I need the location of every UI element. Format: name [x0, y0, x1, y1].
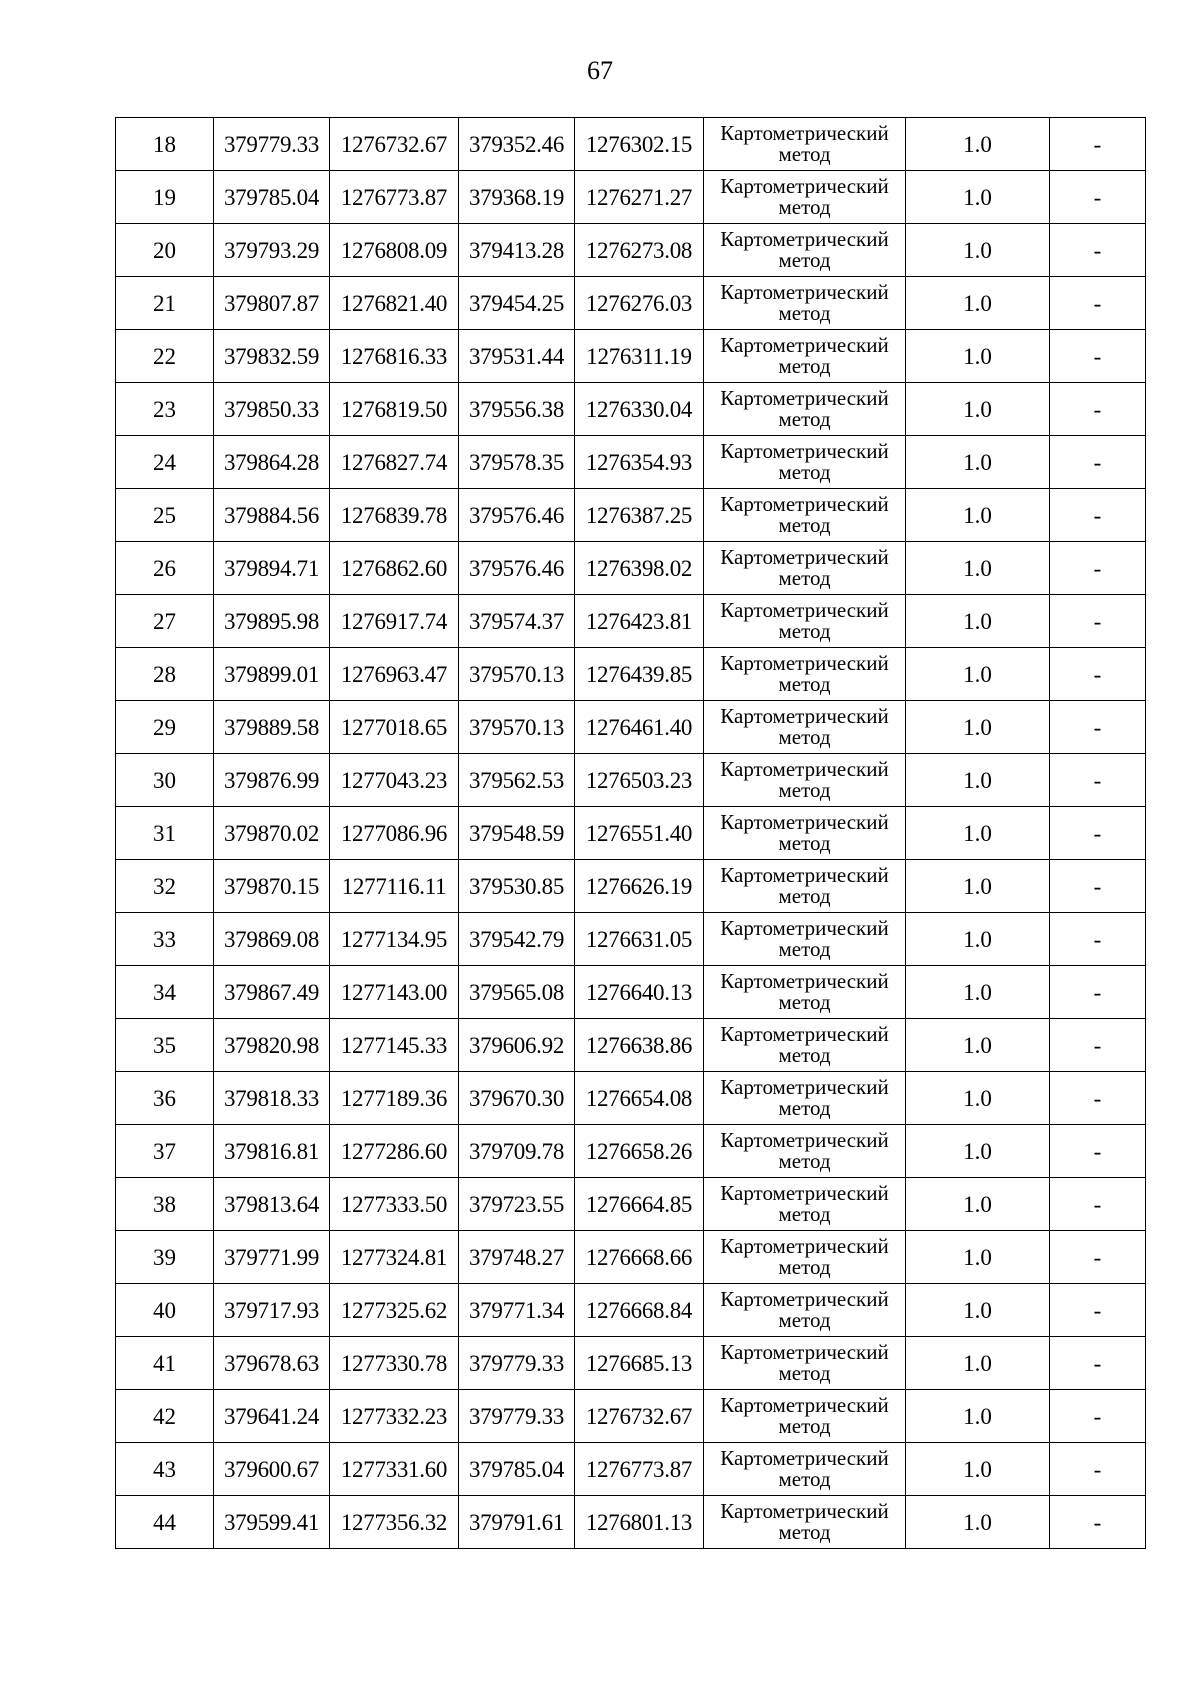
table-row [116, 966, 1146, 1019]
accuracy-cell: 1.0 [906, 383, 1050, 436]
table-row [116, 224, 1146, 277]
y-coordinate-cell: 1277325.62 [330, 1284, 459, 1337]
method-cell [704, 277, 906, 330]
method-label: Картометрический метод [720, 1022, 889, 1067]
method-cell [704, 436, 906, 489]
method-label: Картометрический метод [720, 280, 889, 325]
point-number-cell: 33 [116, 913, 214, 966]
x-coordinate-cell: 379820.98 [214, 1019, 330, 1072]
method-label: Картометрический метод [720, 651, 889, 696]
method-cell [704, 542, 906, 595]
note-cell: - [1050, 1443, 1146, 1496]
x-coordinate-cell: 379807.87 [214, 277, 330, 330]
table-row [116, 489, 1146, 542]
y-coordinate-cell: 1277324.81 [330, 1231, 459, 1284]
table-row [116, 1443, 1146, 1496]
note-cell: - [1050, 1390, 1146, 1443]
method-cell [704, 860, 906, 913]
method-cell [704, 224, 906, 277]
accuracy-cell: 1.0 [906, 1496, 1050, 1549]
method-cell [704, 754, 906, 807]
accuracy-cell: 1.0 [906, 1125, 1050, 1178]
x2-coordinate-cell: 379606.92 [459, 1019, 575, 1072]
y2-coordinate-cell: 1276551.40 [575, 807, 704, 860]
y2-coordinate-cell: 1276626.19 [575, 860, 704, 913]
y-coordinate-cell: 1277143.00 [330, 966, 459, 1019]
accuracy-cell: 1.0 [906, 807, 1050, 860]
method-label: Картометрический метод [720, 757, 889, 802]
note-cell: - [1050, 1231, 1146, 1284]
method-label: Картометрический метод [720, 1499, 889, 1544]
point-number-cell: 38 [116, 1178, 214, 1231]
y-coordinate-cell: 1276821.40 [330, 277, 459, 330]
x2-coordinate-cell: 379548.59 [459, 807, 575, 860]
y2-coordinate-cell: 1276654.08 [575, 1072, 704, 1125]
x-coordinate-cell: 379876.99 [214, 754, 330, 807]
y2-coordinate-cell: 1276685.13 [575, 1337, 704, 1390]
y2-coordinate-cell: 1276354.93 [575, 436, 704, 489]
table-row [116, 171, 1146, 224]
y-coordinate-cell: 1276862.60 [330, 542, 459, 595]
y-coordinate-cell: 1277189.36 [330, 1072, 459, 1125]
accuracy-cell: 1.0 [906, 118, 1050, 171]
point-number-cell: 32 [116, 860, 214, 913]
y2-coordinate-cell: 1276638.86 [575, 1019, 704, 1072]
method-label: Картометрический метод [720, 121, 889, 166]
y2-coordinate-cell: 1276503.23 [575, 754, 704, 807]
note-cell: - [1050, 383, 1146, 436]
table-row [116, 913, 1146, 966]
y-coordinate-cell: 1277116.11 [330, 860, 459, 913]
accuracy-cell: 1.0 [906, 277, 1050, 330]
x2-coordinate-cell: 379570.13 [459, 648, 575, 701]
y-coordinate-cell: 1277333.50 [330, 1178, 459, 1231]
method-cell [704, 1496, 906, 1549]
x-coordinate-cell: 379870.02 [214, 807, 330, 860]
point-number-cell: 42 [116, 1390, 214, 1443]
y2-coordinate-cell: 1276276.03 [575, 277, 704, 330]
method-label: Картометрический метод [720, 1181, 889, 1226]
table-row [116, 595, 1146, 648]
point-number-cell: 29 [116, 701, 214, 754]
x2-coordinate-cell: 379352.46 [459, 118, 575, 171]
table-row [116, 1125, 1146, 1178]
y-coordinate-cell: 1277356.32 [330, 1496, 459, 1549]
page-number: 67 [587, 56, 613, 85]
y2-coordinate-cell: 1276273.08 [575, 224, 704, 277]
accuracy-cell: 1.0 [906, 966, 1050, 1019]
y2-coordinate-cell: 1276801.13 [575, 1496, 704, 1549]
table-row [116, 860, 1146, 913]
table-row [116, 1019, 1146, 1072]
note-cell: - [1050, 1125, 1146, 1178]
point-number-cell: 41 [116, 1337, 214, 1390]
method-cell [704, 1019, 906, 1072]
y-coordinate-cell: 1277332.23 [330, 1390, 459, 1443]
accuracy-cell: 1.0 [906, 1443, 1050, 1496]
x-coordinate-cell: 379889.58 [214, 701, 330, 754]
point-number-cell: 22 [116, 330, 214, 383]
point-number-cell: 18 [116, 118, 214, 171]
y2-coordinate-cell: 1276387.25 [575, 489, 704, 542]
accuracy-cell: 1.0 [906, 1178, 1050, 1231]
x-coordinate-cell: 379870.15 [214, 860, 330, 913]
x2-coordinate-cell: 379531.44 [459, 330, 575, 383]
x-coordinate-cell: 379779.33 [214, 118, 330, 171]
method-label: Картометрический метод [720, 1075, 889, 1120]
y2-coordinate-cell: 1276664.85 [575, 1178, 704, 1231]
x-coordinate-cell: 379864.28 [214, 436, 330, 489]
x-coordinate-cell: 379832.59 [214, 330, 330, 383]
method-cell [704, 1072, 906, 1125]
table-row [116, 1337, 1146, 1390]
accuracy-cell: 1.0 [906, 1390, 1050, 1443]
x2-coordinate-cell: 379454.25 [459, 277, 575, 330]
method-label: Картометрический метод [720, 439, 889, 484]
note-cell: - [1050, 1284, 1146, 1337]
y-coordinate-cell: 1276827.74 [330, 436, 459, 489]
method-label: Картометрический метод [720, 492, 889, 537]
y-coordinate-cell: 1277331.60 [330, 1443, 459, 1496]
accuracy-cell: 1.0 [906, 171, 1050, 224]
x-coordinate-cell: 379895.98 [214, 595, 330, 648]
accuracy-cell: 1.0 [906, 489, 1050, 542]
note-cell: - [1050, 436, 1146, 489]
x-coordinate-cell: 379869.08 [214, 913, 330, 966]
note-cell: - [1050, 648, 1146, 701]
method-label: Картометрический метод [720, 704, 889, 749]
note-cell: - [1050, 1496, 1146, 1549]
method-cell [704, 1178, 906, 1231]
y2-coordinate-cell: 1276330.04 [575, 383, 704, 436]
method-cell [704, 1443, 906, 1496]
x2-coordinate-cell: 379530.85 [459, 860, 575, 913]
accuracy-cell: 1.0 [906, 436, 1050, 489]
accuracy-cell: 1.0 [906, 648, 1050, 701]
y2-coordinate-cell: 1276439.85 [575, 648, 704, 701]
point-number-cell: 25 [116, 489, 214, 542]
x-coordinate-cell: 379899.01 [214, 648, 330, 701]
method-cell [704, 171, 906, 224]
note-cell: - [1050, 966, 1146, 1019]
y2-coordinate-cell: 1276302.15 [575, 118, 704, 171]
x-coordinate-cell: 379884.56 [214, 489, 330, 542]
method-cell [704, 648, 906, 701]
note-cell: - [1050, 489, 1146, 542]
table-row [116, 1178, 1146, 1231]
method-label: Картометрический метод [720, 333, 889, 378]
accuracy-cell: 1.0 [906, 1019, 1050, 1072]
accuracy-cell: 1.0 [906, 224, 1050, 277]
note-cell: - [1050, 1019, 1146, 1072]
point-number-cell: 21 [116, 277, 214, 330]
x-coordinate-cell: 379717.93 [214, 1284, 330, 1337]
x2-coordinate-cell: 379413.28 [459, 224, 575, 277]
y-coordinate-cell: 1277018.65 [330, 701, 459, 754]
table-row [116, 277, 1146, 330]
y-coordinate-cell: 1276808.09 [330, 224, 459, 277]
table-row [116, 701, 1146, 754]
note-cell: - [1050, 224, 1146, 277]
x-coordinate-cell: 379850.33 [214, 383, 330, 436]
accuracy-cell: 1.0 [906, 595, 1050, 648]
method-label: Картометрический метод [720, 1446, 889, 1491]
method-cell [704, 330, 906, 383]
point-number-cell: 39 [116, 1231, 214, 1284]
table-row [116, 436, 1146, 489]
x-coordinate-cell: 379816.81 [214, 1125, 330, 1178]
accuracy-cell: 1.0 [906, 542, 1050, 595]
y-coordinate-cell: 1276963.47 [330, 648, 459, 701]
point-number-cell: 27 [116, 595, 214, 648]
y-coordinate-cell: 1277330.78 [330, 1337, 459, 1390]
method-cell [704, 913, 906, 966]
note-cell: - [1050, 542, 1146, 595]
accuracy-cell: 1.0 [906, 860, 1050, 913]
note-cell: - [1050, 860, 1146, 913]
method-cell [704, 966, 906, 1019]
method-label: Картометрический метод [720, 1128, 889, 1173]
method-label: Картометрический метод [720, 227, 889, 272]
method-cell [704, 1337, 906, 1390]
y-coordinate-cell: 1277134.95 [330, 913, 459, 966]
y-coordinate-cell: 1276816.33 [330, 330, 459, 383]
method-label: Картометрический метод [720, 598, 889, 643]
point-number-cell: 44 [116, 1496, 214, 1549]
x2-coordinate-cell: 379779.33 [459, 1337, 575, 1390]
note-cell: - [1050, 913, 1146, 966]
x2-coordinate-cell: 379542.79 [459, 913, 575, 966]
method-cell [704, 118, 906, 171]
x2-coordinate-cell: 379779.33 [459, 1390, 575, 1443]
y2-coordinate-cell: 1276668.66 [575, 1231, 704, 1284]
accuracy-cell: 1.0 [906, 1284, 1050, 1337]
note-cell: - [1050, 330, 1146, 383]
x2-coordinate-cell: 379670.30 [459, 1072, 575, 1125]
point-number-cell: 26 [116, 542, 214, 595]
x2-coordinate-cell: 379562.53 [459, 754, 575, 807]
x-coordinate-cell: 379793.29 [214, 224, 330, 277]
x2-coordinate-cell: 379709.78 [459, 1125, 575, 1178]
accuracy-cell: 1.0 [906, 1072, 1050, 1125]
x2-coordinate-cell: 379748.27 [459, 1231, 575, 1284]
method-label: Картометрический метод [720, 1393, 889, 1438]
note-cell: - [1050, 1337, 1146, 1390]
x2-coordinate-cell: 379576.46 [459, 542, 575, 595]
x-coordinate-cell: 379785.04 [214, 171, 330, 224]
table-row [116, 1390, 1146, 1443]
x-coordinate-cell: 379894.71 [214, 542, 330, 595]
point-number-cell: 37 [116, 1125, 214, 1178]
x2-coordinate-cell: 379576.46 [459, 489, 575, 542]
note-cell: - [1050, 595, 1146, 648]
table-row [116, 330, 1146, 383]
x-coordinate-cell: 379771.99 [214, 1231, 330, 1284]
method-cell [704, 1284, 906, 1337]
y-coordinate-cell: 1276732.67 [330, 118, 459, 171]
x2-coordinate-cell: 379578.35 [459, 436, 575, 489]
coordinates-table [115, 117, 1146, 1549]
y2-coordinate-cell: 1276658.26 [575, 1125, 704, 1178]
method-cell [704, 701, 906, 754]
method-label: Картометрический метод [720, 1287, 889, 1332]
point-number-cell: 36 [116, 1072, 214, 1125]
table-body [116, 118, 1146, 1549]
accuracy-cell: 1.0 [906, 701, 1050, 754]
accuracy-cell: 1.0 [906, 913, 1050, 966]
x-coordinate-cell: 379678.63 [214, 1337, 330, 1390]
table-row [116, 1072, 1146, 1125]
x2-coordinate-cell: 379570.13 [459, 701, 575, 754]
x-coordinate-cell: 379813.64 [214, 1178, 330, 1231]
x-coordinate-cell: 379867.49 [214, 966, 330, 1019]
method-cell [704, 1390, 906, 1443]
point-number-cell: 20 [116, 224, 214, 277]
y2-coordinate-cell: 1276461.40 [575, 701, 704, 754]
point-number-cell: 23 [116, 383, 214, 436]
y2-coordinate-cell: 1276631.05 [575, 913, 704, 966]
x-coordinate-cell: 379818.33 [214, 1072, 330, 1125]
note-cell: - [1050, 277, 1146, 330]
method-label: Картометрический метод [720, 810, 889, 855]
x-coordinate-cell: 379599.41 [214, 1496, 330, 1549]
table-row [116, 648, 1146, 701]
y2-coordinate-cell: 1276732.67 [575, 1390, 704, 1443]
y-coordinate-cell: 1276819.50 [330, 383, 459, 436]
method-label: Картометрический метод [720, 386, 889, 431]
y2-coordinate-cell: 1276423.81 [575, 595, 704, 648]
y2-coordinate-cell: 1276271.27 [575, 171, 704, 224]
table-row [116, 1496, 1146, 1549]
x2-coordinate-cell: 379368.19 [459, 171, 575, 224]
note-cell: - [1050, 171, 1146, 224]
table-row [116, 118, 1146, 171]
method-label: Картометрический метод [720, 545, 889, 590]
point-number-cell: 40 [116, 1284, 214, 1337]
table-row [116, 807, 1146, 860]
y-coordinate-cell: 1277145.33 [330, 1019, 459, 1072]
point-number-cell: 34 [116, 966, 214, 1019]
note-cell: - [1050, 118, 1146, 171]
x2-coordinate-cell: 379556.38 [459, 383, 575, 436]
table-row [116, 542, 1146, 595]
x2-coordinate-cell: 379785.04 [459, 1443, 575, 1496]
table-row [116, 383, 1146, 436]
point-number-cell: 43 [116, 1443, 214, 1496]
method-label: Картометрический метод [720, 916, 889, 961]
x-coordinate-cell: 379641.24 [214, 1390, 330, 1443]
accuracy-cell: 1.0 [906, 1337, 1050, 1390]
method-label: Картометрический метод [720, 1234, 889, 1279]
note-cell: - [1050, 807, 1146, 860]
table-row [116, 1284, 1146, 1337]
x2-coordinate-cell: 379723.55 [459, 1178, 575, 1231]
x2-coordinate-cell: 379565.08 [459, 966, 575, 1019]
x-coordinate-cell: 379600.67 [214, 1443, 330, 1496]
y2-coordinate-cell: 1276668.84 [575, 1284, 704, 1337]
x2-coordinate-cell: 379574.37 [459, 595, 575, 648]
method-cell [704, 595, 906, 648]
y2-coordinate-cell: 1276640.13 [575, 966, 704, 1019]
y2-coordinate-cell: 1276398.02 [575, 542, 704, 595]
method-cell [704, 383, 906, 436]
y2-coordinate-cell: 1276311.19 [575, 330, 704, 383]
y-coordinate-cell: 1276773.87 [330, 171, 459, 224]
note-cell: - [1050, 1178, 1146, 1231]
method-cell [704, 1125, 906, 1178]
method-label: Картометрический метод [720, 174, 889, 219]
point-number-cell: 19 [116, 171, 214, 224]
table-row [116, 754, 1146, 807]
note-cell: - [1050, 754, 1146, 807]
x2-coordinate-cell: 379771.34 [459, 1284, 575, 1337]
y-coordinate-cell: 1277043.23 [330, 754, 459, 807]
y-coordinate-cell: 1277086.96 [330, 807, 459, 860]
method-cell [704, 1231, 906, 1284]
accuracy-cell: 1.0 [906, 754, 1050, 807]
point-number-cell: 35 [116, 1019, 214, 1072]
method-label: Картометрический метод [720, 1340, 889, 1385]
note-cell: - [1050, 1072, 1146, 1125]
method-label: Картометрический метод [720, 969, 889, 1014]
method-cell [704, 807, 906, 860]
accuracy-cell: 1.0 [906, 1231, 1050, 1284]
y2-coordinate-cell: 1276773.87 [575, 1443, 704, 1496]
y-coordinate-cell: 1277286.60 [330, 1125, 459, 1178]
method-label: Картометрический метод [720, 863, 889, 908]
table-row [116, 1231, 1146, 1284]
y-coordinate-cell: 1276839.78 [330, 489, 459, 542]
point-number-cell: 30 [116, 754, 214, 807]
note-cell: - [1050, 701, 1146, 754]
x2-coordinate-cell: 379791.61 [459, 1496, 575, 1549]
point-number-cell: 24 [116, 436, 214, 489]
method-cell [704, 489, 906, 542]
y-coordinate-cell: 1276917.74 [330, 595, 459, 648]
accuracy-cell: 1.0 [906, 330, 1050, 383]
point-number-cell: 28 [116, 648, 214, 701]
point-number-cell: 31 [116, 807, 214, 860]
